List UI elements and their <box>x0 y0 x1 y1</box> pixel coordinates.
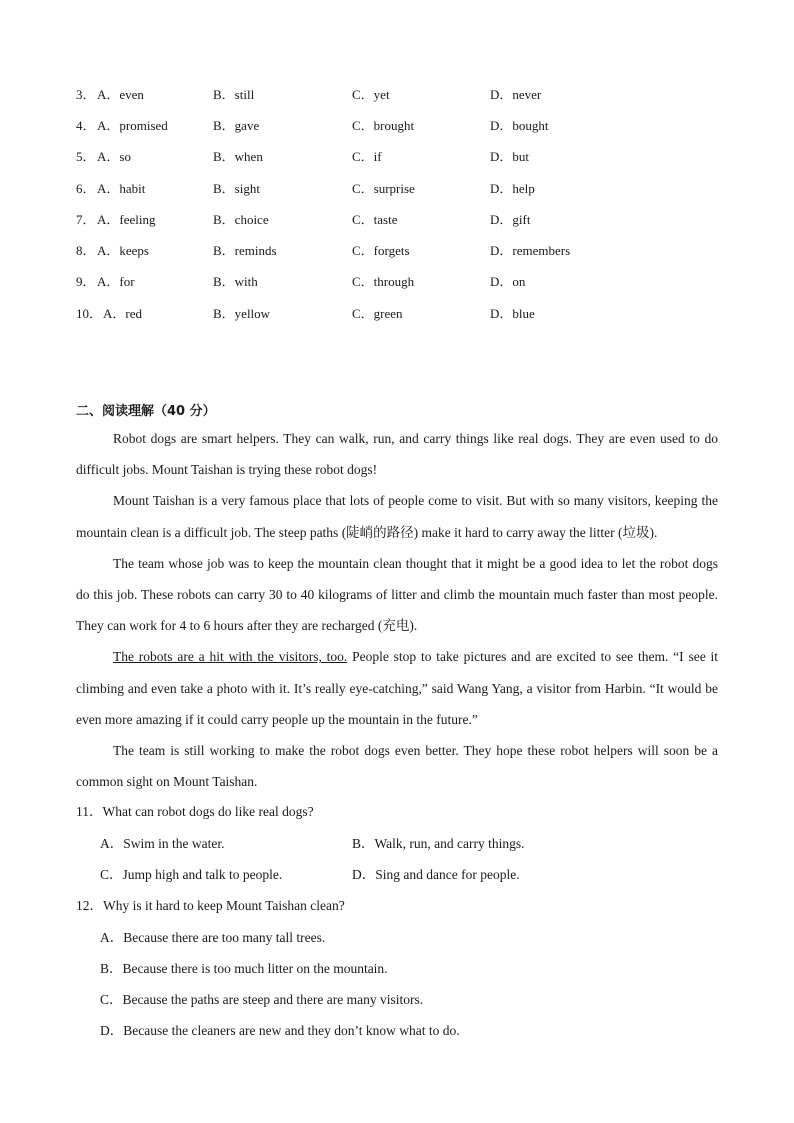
option-c: C．forgets <box>352 243 410 258</box>
passage-paragraph-3: The team whose job was to keep the mountain clean thought that it might be a good idea to let the robot dogs do this job. These robots can carry 30 to 40 kilograms of litter and climb the mountain much faster than most people. They can work for 4 to 6 hours after they are recharged (充电). <box>76 555 718 634</box>
option-b: B．still <box>213 87 255 102</box>
option-a: A．for <box>97 274 135 289</box>
option-row-6 <box>0 178 794 198</box>
question-number: 7． <box>76 212 96 227</box>
question-number: 3． <box>76 87 96 102</box>
option-d: D．on <box>490 274 526 289</box>
option-a: A．red <box>103 306 142 321</box>
option-d: D．remembers <box>490 243 571 258</box>
question-number: 5． <box>76 149 96 164</box>
option-row-4 <box>0 115 794 135</box>
underlined-sentence: The robots are a hit with the visitors, too. <box>113 649 348 665</box>
section-title: 二、阅读理解（40 分） <box>76 404 216 419</box>
paragraph-4-rest: People stop to take pictures and are excited to see them. “I see it climbing and even take a photo with it. It’s really eye-catching,” said Wang Yang, a visitor from Harbin. “It would be even more amazing if it could carry people up the mountain in the future.” <box>76 649 719 727</box>
option-b: B．reminds <box>213 243 277 258</box>
option-d: D．never <box>490 87 542 102</box>
question-12-option-d: D．Because the cleaners are new and they don’t know what to do. <box>100 1023 460 1038</box>
option-a: A．habit <box>97 181 146 196</box>
option-row-9 <box>0 271 794 291</box>
question-11-option-b: B．Walk, run, and carry things. <box>352 836 525 851</box>
option-c: C．yet <box>352 87 390 102</box>
passage-paragraph-4 <box>76 641 718 735</box>
question-12-stem: 12．Why is it hard to keep Mount Taishan clean? <box>76 898 345 913</box>
question-12-option-a: A．Because there are too many tall trees. <box>100 930 326 945</box>
option-row-3 <box>0 84 794 104</box>
option-d: D．gift <box>490 212 531 227</box>
passage-paragraph-1: Robot dogs are smart helpers. They can walk, run, and carry things like real dogs. They are even used to do difficult jobs. Mount Taishan is trying these robot dogs! <box>76 431 718 478</box>
option-d: D．help <box>490 181 535 196</box>
option-b: B．yellow <box>213 306 271 321</box>
option-c: C．through <box>352 274 415 289</box>
option-a: A．promised <box>97 118 168 133</box>
question-11-stem: 11．What can robot dogs do like real dogs? <box>76 804 314 819</box>
option-b: B．gave <box>213 118 260 133</box>
option-a: A．so <box>97 149 131 164</box>
option-a: A．keeps <box>97 243 149 258</box>
question-number: 9． <box>76 274 96 289</box>
option-d: D．blue <box>490 306 535 321</box>
option-row-10 <box>0 303 794 323</box>
option-c: C．if <box>352 149 382 164</box>
option-a: A．even <box>97 87 144 102</box>
question-number: 8． <box>76 243 96 258</box>
option-c: C．green <box>352 306 403 321</box>
passage-paragraph-5: The team is still working to make the robot dogs even better. They hope these robot helpers will soon be a common sight on Mount Taishan. <box>76 743 718 790</box>
option-c: C．brought <box>352 118 415 133</box>
option-b: B．sight <box>213 181 260 196</box>
option-d: D．but <box>490 149 530 164</box>
option-row-8 <box>0 240 794 260</box>
option-row-7 <box>0 209 794 229</box>
question-number: 6． <box>76 181 96 196</box>
question-12-option-c: C．Because the paths are steep and there are many visitors. <box>100 992 424 1007</box>
option-c: C．surprise <box>352 181 415 196</box>
option-b: B．when <box>213 149 263 164</box>
option-a: A．feeling <box>97 212 156 227</box>
question-11-option-c: C．Jump high and talk to people. <box>100 867 283 882</box>
question-number: 10． <box>76 306 103 321</box>
option-b: B．choice <box>213 212 269 227</box>
option-c: C．taste <box>352 212 398 227</box>
reading-passage <box>76 423 718 797</box>
question-12-option-b: B．Because there is too much litter on the mountain. <box>100 961 388 976</box>
question-11-option-a: A．Swim in the water. <box>100 836 225 851</box>
option-row-5 <box>0 146 794 166</box>
question-11-option-d: D．Sing and dance for people. <box>352 867 520 882</box>
passage-paragraph-2: Mount Taishan is a very famous place that lots of people come to visit. But with so many visitors, keeping the mountain clean is a difficult job. The steep paths (陡峭的路径) make it hard to carry away the litter (垃圾). <box>76 493 718 540</box>
question-number: 4． <box>76 118 96 133</box>
option-b: B．with <box>213 274 258 289</box>
option-d: D．bought <box>490 118 549 133</box>
